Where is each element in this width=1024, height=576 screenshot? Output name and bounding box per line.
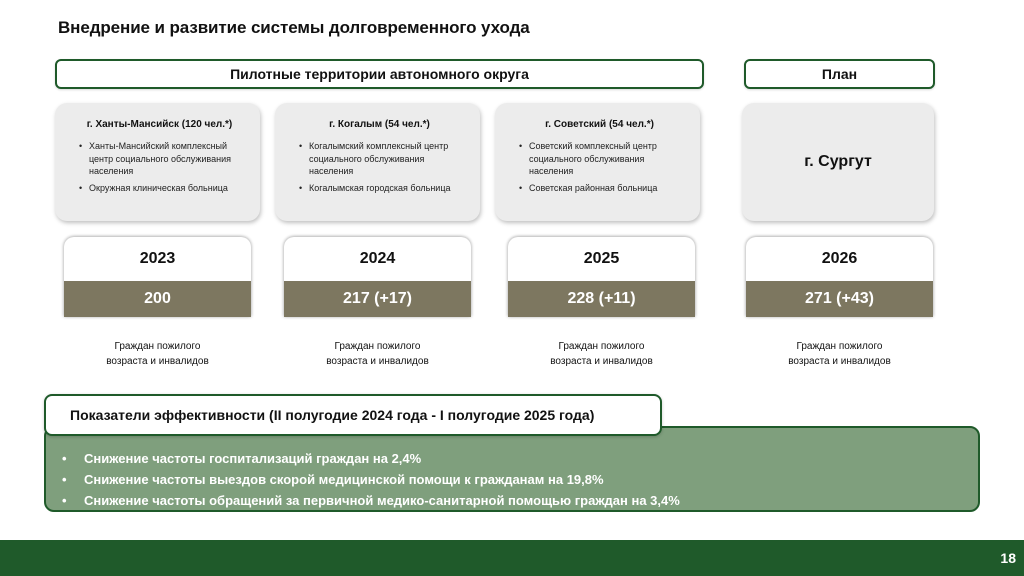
- performance-heading: [44, 394, 662, 436]
- bullet-icon: •: [62, 451, 67, 466]
- territory-title: г. Ханты-Мансийск (120 чел.*): [86, 119, 233, 130]
- plan-card-surgut: [742, 103, 934, 221]
- territory-title: г. Когалым (54 чел.*): [329, 119, 430, 130]
- bullet-icon: •: [79, 141, 83, 151]
- bullet-icon: •: [299, 141, 303, 151]
- bullet-icon: •: [519, 141, 523, 151]
- territory-item: • Ханты-Мансийский комплексный центр социального обслуживания населения: [79, 141, 231, 176]
- slide-title: Внедрение и развитие системы долговременного ухода: [58, 18, 530, 37]
- year-caption: Граждан пожилого возраста и инвалидов: [106, 341, 209, 367]
- year-caption: Граждан пожилого возраста и инвалидов: [550, 341, 653, 367]
- year-label: 2023: [139, 250, 176, 267]
- territory-card-khanty-mansiysk: [55, 103, 260, 221]
- page-number: 18: [1000, 550, 1016, 566]
- territory-item: • Когалымская городская больница: [299, 182, 451, 193]
- year-caption: Граждан пожилого возраста и инвалидов: [788, 341, 891, 367]
- year-box-2023: [64, 237, 251, 317]
- performance-item: • Снижение частоты обращений за первичной медико-санитарной помощью граждан на 3,4%: [60, 490, 978, 511]
- year-label: 2026: [821, 250, 858, 267]
- bullet-icon: •: [519, 182, 523, 193]
- bullet-icon: •: [62, 493, 67, 508]
- plan-label: План: [821, 66, 858, 82]
- year-box-2025: [508, 237, 695, 317]
- pilot-territories-label: Пилотные территории автономного округа: [230, 66, 529, 82]
- pilot-territories-header: [55, 59, 704, 89]
- year-value: 200: [64, 281, 251, 317]
- territory-item: • Когалымский комплексный центр социального обслуживания населения: [299, 141, 449, 176]
- territory-item: • Советский комплексный центр социального обслуживания населения: [519, 141, 657, 176]
- bullet-icon: •: [62, 472, 67, 487]
- footer-bar: [0, 540, 1024, 576]
- year-label: 2025: [583, 250, 620, 267]
- plan-header: [744, 59, 935, 89]
- territory-list: [509, 140, 690, 194]
- territory-title: г. Советский (54 чел.*): [545, 119, 654, 130]
- territory-item: • Советская районная больница: [519, 182, 658, 193]
- year-value: 217 (+17): [284, 281, 471, 317]
- performance-heading-label: Показатели эффективности (II полугодие 2024 года - I полугодие 2025 года): [70, 407, 595, 423]
- territory-card-kogalym: [275, 103, 480, 221]
- bullet-icon: •: [299, 182, 303, 193]
- year-label: 2024: [359, 250, 396, 267]
- performance-panel: [44, 426, 980, 512]
- performance-item: • Снижение частоты выездов скорой медицинской помощи к гражданам на 19,8%: [60, 469, 978, 490]
- year-caption: Граждан пожилого возраста и инвалидов: [326, 341, 429, 367]
- plan-city: г. Сургут: [804, 153, 872, 170]
- performance-item: • Снижение частоты госпитализаций граждан на 2,4%: [60, 448, 978, 469]
- year-value: 271 (+43): [746, 281, 933, 317]
- year-box-2026: [746, 237, 933, 317]
- year-value: 228 (+11): [508, 281, 695, 317]
- territory-list: [289, 140, 470, 194]
- territory-list: [69, 140, 250, 194]
- territory-item: • Окружная клиническая больница: [79, 182, 228, 193]
- territory-card-sovetsky: [495, 103, 700, 221]
- bullet-icon: •: [79, 182, 83, 193]
- year-box-2024: [284, 237, 471, 317]
